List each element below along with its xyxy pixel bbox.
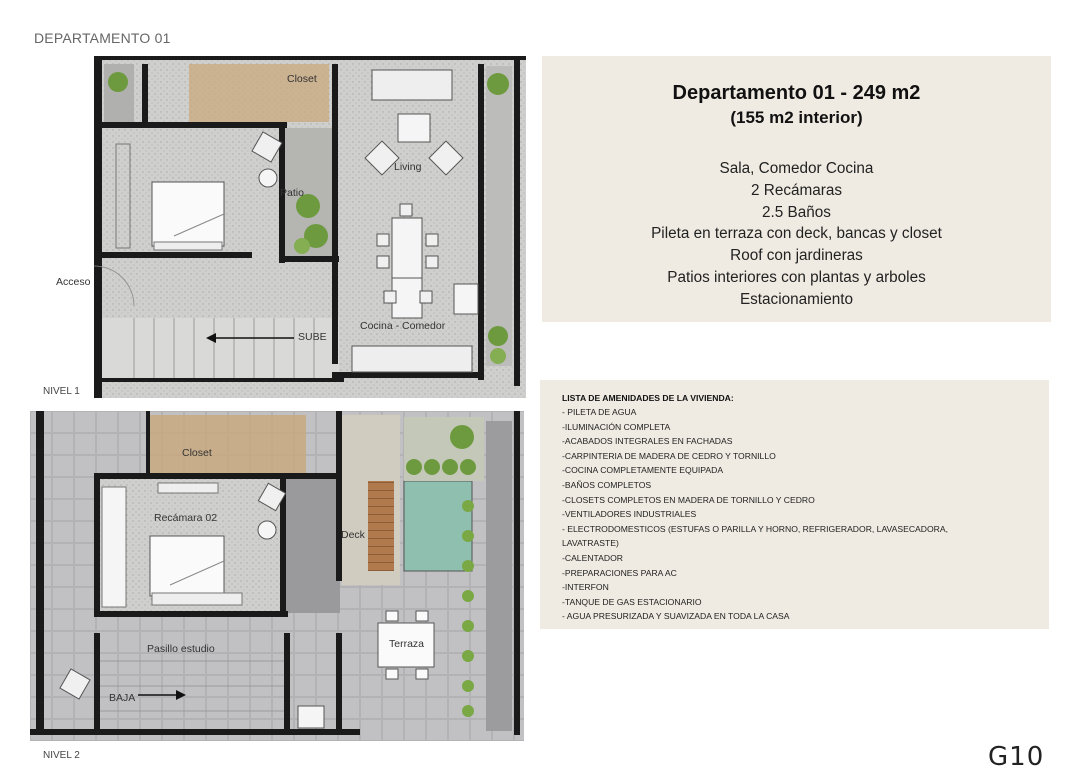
summary-title: Departamento 01 - 249 m2: [672, 82, 921, 104]
level-1-label: NIVEL 1: [43, 386, 80, 397]
label-acceso: Acceso: [56, 276, 91, 288]
label-pasillo-estudio: Pasillo estudio: [147, 643, 215, 655]
amenity-item: -PREPARACIONES PARA AC: [562, 567, 677, 578]
label-terraza: Terraza: [389, 638, 425, 650]
summary-panel: [542, 56, 1051, 322]
floor-plan-level-1: [94, 56, 526, 398]
feature-item: 2.5 Baños: [762, 203, 831, 221]
label-closet-2: Closet: [182, 447, 212, 459]
feature-item: Sala, Comedor Cocina: [719, 160, 874, 177]
amenity-item: -CLOSETS COMPLETOS EN MADERA DE TORNILLO Y CEDRO: [562, 494, 815, 505]
amenity-item: -CARPINTERIA DE MADERA DE CEDRO Y TORNILLO: [562, 450, 776, 461]
amenities-list: [562, 405, 1035, 624]
level-2-label: NIVEL 2: [43, 750, 80, 761]
amenity-item: -COCINA COMPLETAMENTE EQUIPADA: [562, 465, 724, 476]
feature-item: Roof con jardineras: [730, 247, 863, 265]
label-closet: Closet: [287, 73, 317, 85]
label-sube: SUBE: [298, 331, 327, 343]
amenity-item: -ACABADOS INTEGRALES EN FACHADAS: [562, 436, 733, 447]
amenity-item: - ELECTRODOMESTICOS (ESTUFAS O PARILLA Y HORNO, REFRIGERADOR, LAVASECADORA,: [562, 523, 948, 534]
label-recamara-02: Recámara 02: [154, 512, 218, 524]
feature-item: 2 Recámaras: [751, 181, 842, 199]
amenity-item: LAVATRASTE): [562, 538, 619, 549]
page-header: DEPARTAMENTO 01: [34, 30, 171, 46]
brand-logo: G10: [988, 742, 1045, 772]
summary-features: [542, 158, 1051, 311]
floor-plan-level-2-drawing: [30, 411, 524, 741]
feature-item: Pileta en terraza con deck, bancas y closet: [651, 225, 942, 243]
floor-plan-level-2: [30, 411, 524, 741]
label-deck: Deck: [341, 529, 365, 541]
feature-item: Estacionamiento: [739, 290, 854, 308]
floor-plan-level-1-drawing: [94, 56, 526, 398]
summary-subtitle: (155 m2 interior): [730, 108, 863, 127]
amenity-item: -CALENTADOR: [562, 552, 623, 563]
label-patio: Patio: [280, 187, 304, 199]
amenity-item: -ILUMINACIÓN COMPLETA: [562, 421, 671, 432]
amenities-title: LISTA DE AMENIDADES DE LA VIVIENDA:: [562, 393, 734, 403]
amenity-item: -BAÑOS COMPLETOS: [562, 479, 652, 490]
amenities-panel: [540, 380, 1049, 629]
amenity-item: - PILETA DE AGUA: [562, 407, 637, 417]
label-baja: BAJA: [109, 692, 136, 704]
label-living: Living: [394, 161, 422, 173]
amenity-item: -INTERFON: [562, 582, 609, 593]
amenity-item: -TANQUE DE GAS ESTACIONARIO: [562, 596, 702, 607]
amenity-item: -VENTILADORES INDUSTRIALES: [562, 509, 697, 520]
label-cocina-comedor: Cocina - Comedor: [360, 320, 446, 332]
amenity-item: - AGUA PRESURIZADA Y SUAVIZADA EN TODA LA CASA: [562, 611, 790, 622]
feature-item: Patios interiores con plantas y arboles: [667, 268, 926, 286]
